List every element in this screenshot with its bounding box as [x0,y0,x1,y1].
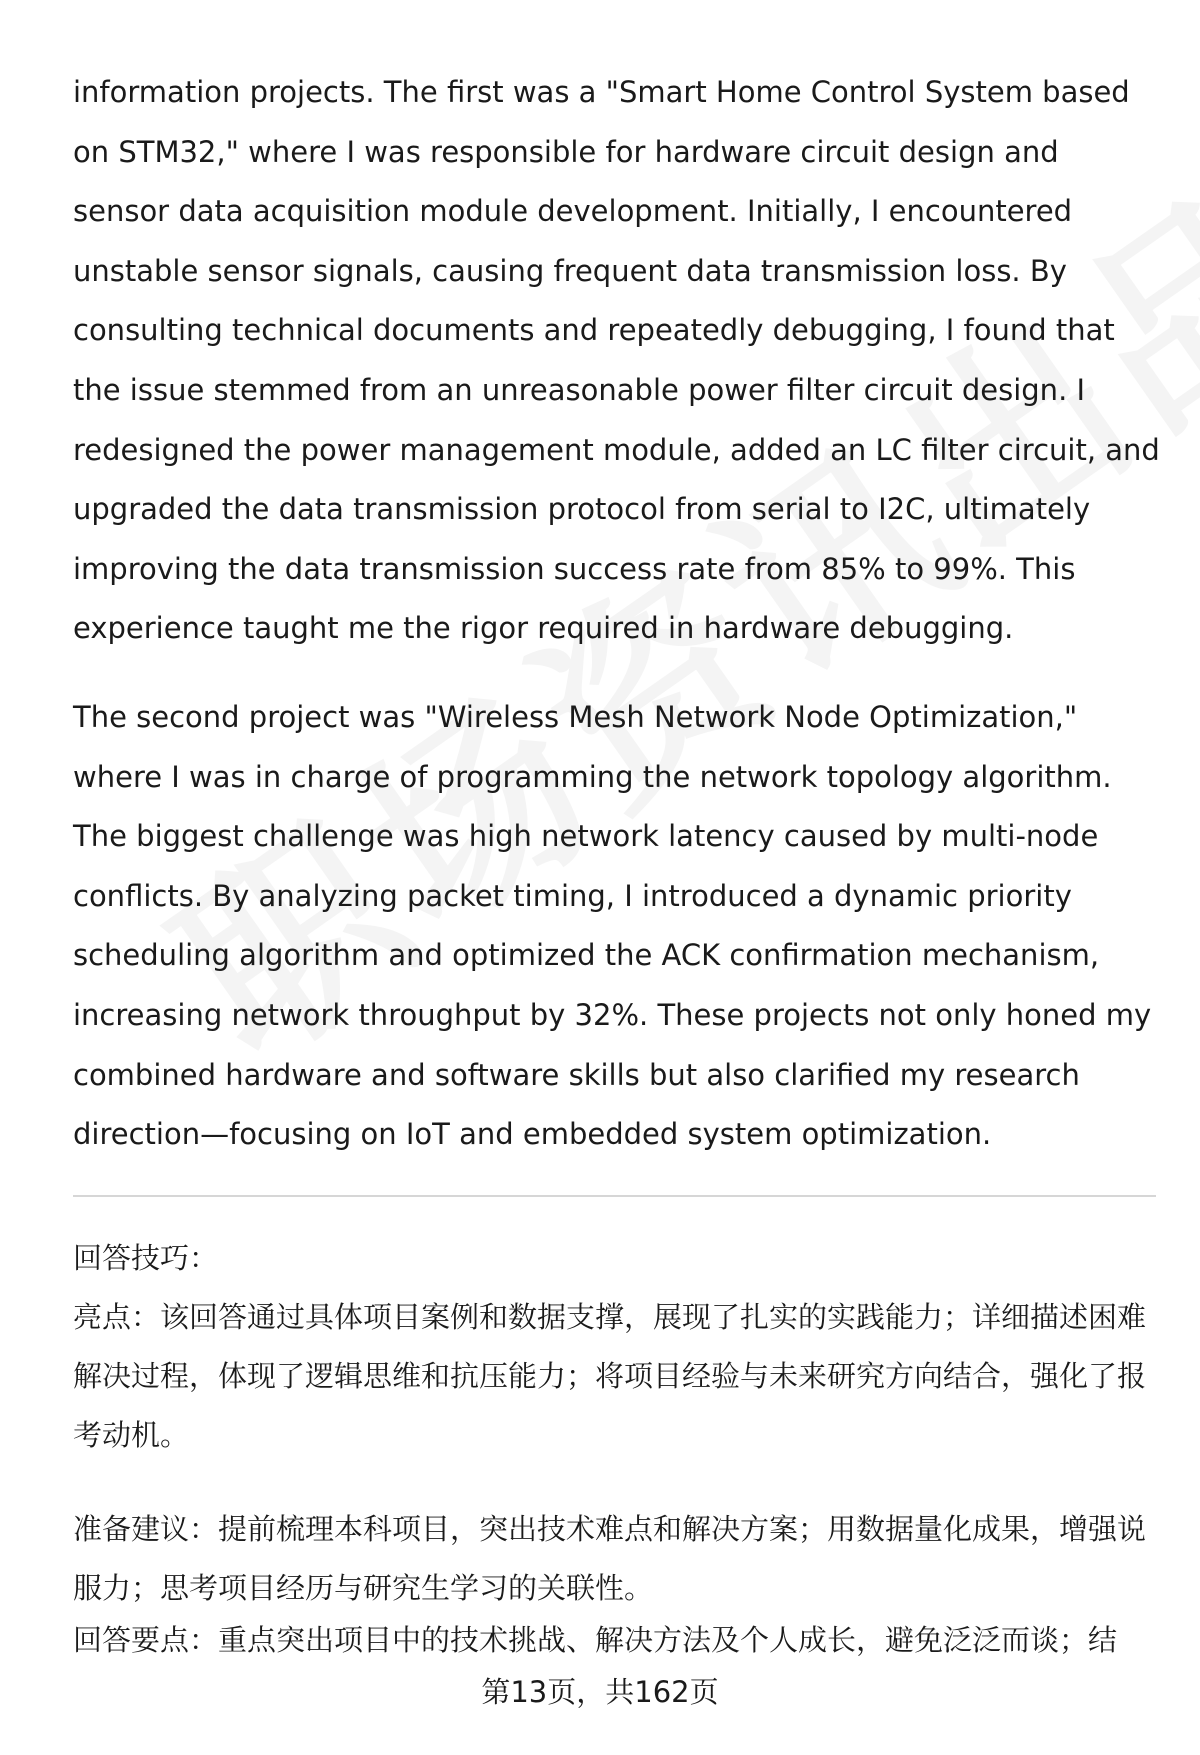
tips-key-points-paragraph: 回答要点：重点突出项目中的技术挑战、解决方法及个人成长，避免泛泛而谈；结 [73,1623,1118,1657]
body-paragraph-1: information projects. The first was a "Smart Home Control System based on STM32," where I was responsible for hardware circuit design and sensor data acquisition module development. Initially, I encountered unstable sensor signals, causing frequent data transmission loss. By consulting technical documents and repeatedly debugging, I found that the issue stemmed from an unreasonable power filter circuit design. I redesigned the power management module, added an LC filter circuit, and upgraded the data transmission protocol from serial to I2C, ultimately improving the data transmission success rate from 85% to 99%. This experience taught me the rigor required in hardware debugging. [73,75,1160,646]
page-number-footer: 第13页，共162页 [481,1675,719,1709]
section-divider [73,1195,1156,1197]
tips-preparation-paragraph: 准备建议：提前梳理本科项目，突出技术难点和解决方案；用数据量化成果，增强说服力；思考项目经历与研究生学习的关联性。 [73,1512,1147,1605]
tips-heading: 回答技巧： [73,1241,219,1275]
tips-highlight-paragraph: 亮点：该回答通过具体项目案例和数据支撑，展现了扎实的实践能力；详细描述困难解决过程，体现了逻辑思维和抗压能力；将项目经验与未来研究方向结合，强化了报考动机。 [73,1300,1147,1452]
body-paragraph-2: The second project was "Wireless Mesh Network Node Optimization," where I was in charge of programming the network topology algorithm. The biggest challenge was high network latency caused by multi-node conflicts. By analyzing packet timing, I introduced a dynamic priority scheduling algorithm and optimized the ACK confirmation mechanism, increasing network throughput by 32%. These projects not only honed my combined hardware and software skills but also clarified my research direction—focusing on IoT and embedded system optimization. [73,700,1152,1152]
